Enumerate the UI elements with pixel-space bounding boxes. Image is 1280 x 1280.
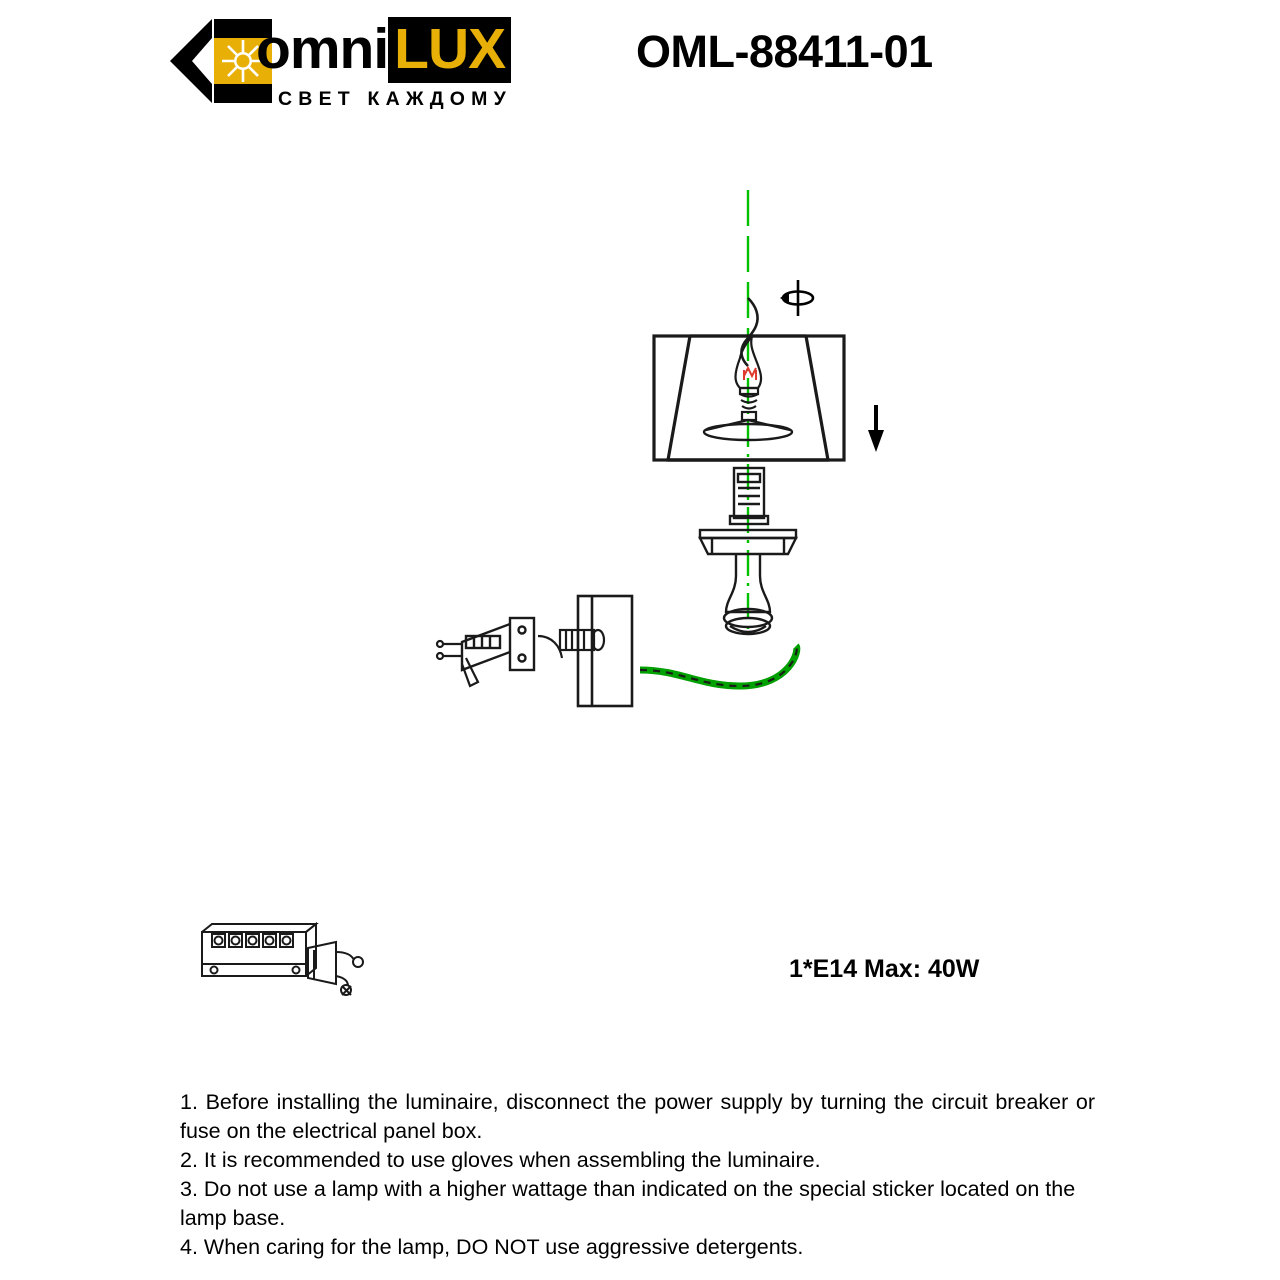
logo-tagline: СВЕТ КАЖДОМУ [278, 88, 512, 110]
instruction-item-1: 1. Before installing the luminaire, disconnect the power supply by turning the circuit breaker or fuse on the electrical panel box. [180, 1090, 1095, 1143]
down-arrow-icon [868, 405, 884, 452]
bulb-filament [744, 368, 756, 380]
terminal-block-wiring-icon [196, 920, 371, 1010]
brand-logo [168, 10, 588, 115]
model-code: OML-88411-01 [636, 26, 933, 77]
arm-joint [538, 630, 604, 658]
instruction-item-4: 4. When caring for the lamp, DO NOT use aggressive detergents. [180, 1235, 804, 1259]
instructions-list [180, 1088, 1095, 1262]
lamp-spec-label: 1*E14 Max: 40W [789, 955, 980, 983]
mounting-bracket [462, 618, 534, 670]
logo-word-omni: omni [256, 17, 389, 81]
power-cable [640, 646, 797, 686]
instruction-item-3: 3. Do not use a lamp with a higher wattage than indicated on the special sticker located on the lamp base. [180, 1177, 1076, 1230]
assembly-diagram [0, 130, 1280, 750]
logo-word-lux: LUX [388, 17, 511, 83]
page-header [0, 0, 1280, 130]
rotate-arrow-icon [780, 280, 813, 316]
logo-wordmark [256, 16, 511, 82]
instruction-item-2: 2. It is recommended to use gloves when assembling the luminaire. [180, 1148, 821, 1172]
